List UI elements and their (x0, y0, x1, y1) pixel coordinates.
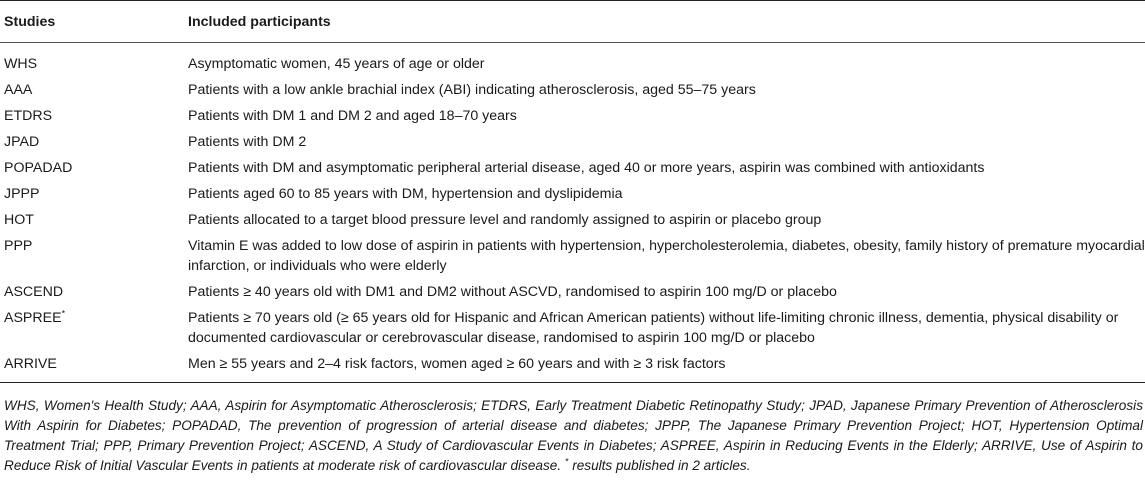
study-name: ASPREE (4, 310, 62, 326)
study-name: WHS (4, 56, 38, 72)
study-participants: Patients aged 60 to 85 years with DM, hypertension and dyslipidemia (188, 186, 623, 202)
table-row (0, 129, 1145, 155)
table-row (0, 207, 1145, 233)
table-footnote (0, 383, 1145, 476)
study-participants: Patients with DM 1 and DM 2 and aged 18–70 years (188, 108, 517, 124)
study-name: PPP (4, 238, 33, 254)
study-name-cell (0, 305, 184, 351)
study-participants: Patients ≥ 70 years old (≥ 65 years old for Hispanic and African American patients) without life-limiting chronic illness, dementia, physical disability or documented cardiovascular or cerebrovascular disease, randomised to aspirin 100 mg/D or placebo (188, 310, 1119, 346)
study-participants: Asymptomatic women, 45 years of age or older (188, 56, 485, 72)
table-row (0, 233, 1145, 279)
table-row (0, 43, 1145, 78)
study-participants: Patients with a low ankle brachial index (ABI) indicating atherosclerosis, aged 55–75 years (188, 82, 756, 98)
study-participants: Patients with DM and asymptomatic peripheral arterial disease, aged 40 or more years, aspirin was combined with antioxidants (188, 160, 985, 176)
study-participants: Patients ≥ 40 years old with DM1 and DM2 without ASCVD, randomised to aspirin 100 mg/D or placebo (188, 284, 837, 300)
study-participants: Patients allocated to a target blood pressure level and randomly assigned to aspirin or placebo group (188, 212, 822, 228)
header-studies: Studies (4, 14, 56, 30)
table-header-row (0, 1, 1145, 43)
table-row (0, 305, 1145, 351)
study-name: ARRIVE (4, 356, 57, 372)
table-row (0, 103, 1145, 129)
table-row (0, 77, 1145, 103)
study-name: HOT (4, 212, 34, 228)
footnote-mark: * (564, 456, 569, 467)
study-name: ETDRS (4, 108, 53, 124)
header-included-participants: Included participants (188, 14, 331, 30)
study-name: AAA (4, 82, 33, 98)
table-row (0, 279, 1145, 305)
study-name: JPPP (4, 186, 40, 202)
footnote-mark: * (61, 308, 66, 319)
table-row (0, 155, 1145, 181)
footnote-abbreviations: WHS, Women's Health Study; AAA, Aspirin for Asymptomatic Atherosclerosis; ETDRS, Early Treatment Diabetic Retinopathy Study; JPAD, Japanese Primary Prevention of Atherosclerosis With Aspirin for Diabetes; POPADAD, The prevention of progression of arterial disease and diabetes; JPPP, The Japanese Primary Prevention Project; HOT, Hypertension Optimal Treatment Trial; PPP, Primary Prevention Project; ASCEND, A Study of Cardiovascular Events in Diabetes; ASPREE, Aspirin in Reducing Events in the Elderly; ARRIVE, Use of Aspirin to Reduce Risk of Initial Vascular Events in patients at moderate risk of cardiovascular disease. (4, 398, 1143, 473)
study-participants: Vitamin E was added to low dose of aspirin in patients with hypertension, hypercholesterolemia, diabetes, obesity, family history of premature myocardial infarction, or individuals who were elderly (188, 238, 1145, 274)
study-name: ASCEND (4, 284, 64, 300)
study-name: POPADAD (4, 160, 73, 176)
footnote-mark-text: results published in 2 articles. (572, 458, 751, 473)
table-row (0, 181, 1145, 207)
study-participants: Men ≥ 55 years and 2–4 risk factors, women aged ≥ 60 years and with ≥ 3 risk factors (188, 356, 726, 372)
study-name: JPAD (4, 134, 40, 150)
table-row (0, 351, 1145, 383)
study-participants: Patients with DM 2 (188, 134, 307, 150)
